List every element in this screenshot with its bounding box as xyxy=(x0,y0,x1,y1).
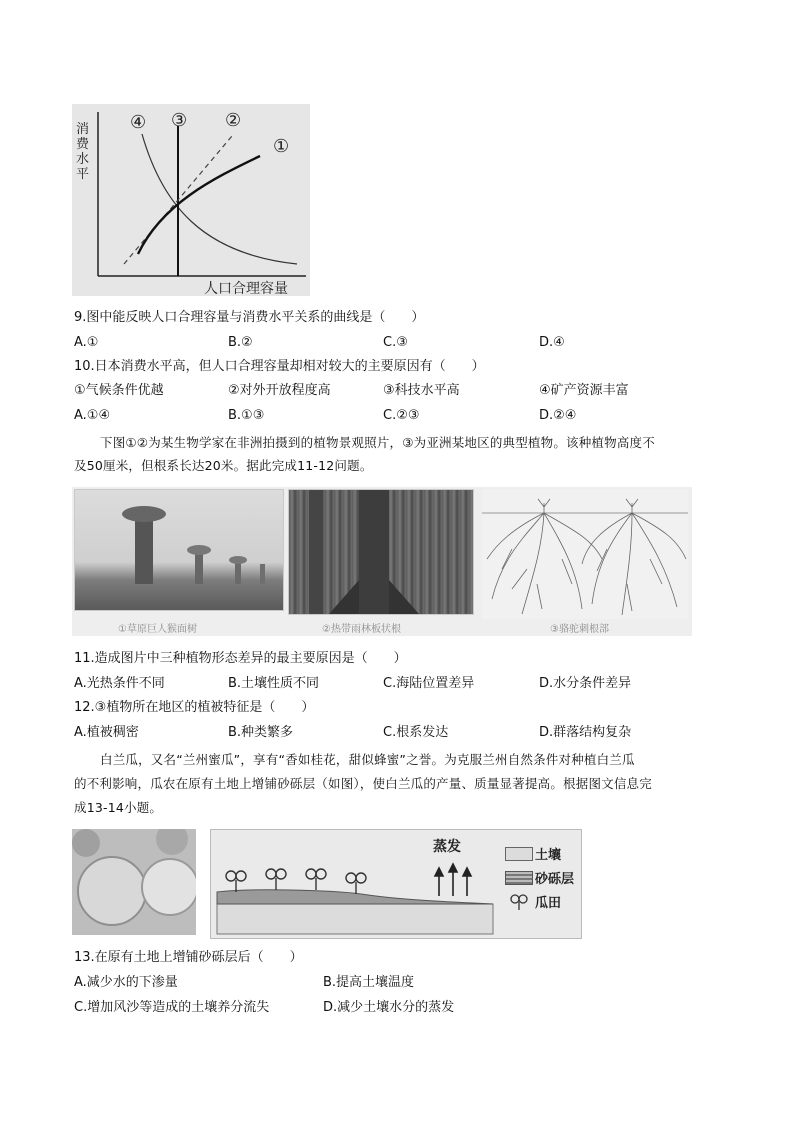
q12-option-c[interactable]: C.根系发达 xyxy=(383,725,449,740)
q11-option-d[interactable]: D.水分条件差异 xyxy=(539,676,632,691)
legend-field-label: 瓜田 xyxy=(535,896,562,911)
q10-option-d[interactable]: D.②④ xyxy=(539,408,577,423)
q10-option-b[interactable]: B.①③ xyxy=(228,408,265,423)
q11-option-c[interactable]: C.海陆位置差异 xyxy=(383,676,475,691)
q10-stem: 10.日本消费水平高，但人口合理容量却相对较大的主要原因有（ ） xyxy=(74,359,485,374)
photo-rainforest xyxy=(288,489,474,615)
q10-factor-1: ①气候条件优越 xyxy=(74,383,164,398)
camelthorn-drawing xyxy=(482,489,688,619)
caption-photo-3: ③骆驼刺根部 xyxy=(550,624,609,635)
q9-stem: 9.图中能反映人口合理容量与消费水平关系的曲线是（ ） xyxy=(74,310,425,325)
legend xyxy=(505,844,581,916)
evaporation-arrows xyxy=(435,864,471,896)
q12-option-b[interactable]: B.种类繁多 xyxy=(228,725,294,740)
q12-option-a[interactable]: A.植被稠密 xyxy=(74,725,139,740)
melon-drawing xyxy=(72,829,196,935)
q9-option-c[interactable]: C.③ xyxy=(383,335,408,350)
label-curve-4: ④ xyxy=(130,112,147,133)
passage1-line1: 下图①②为某生物学家在非洲拍摄到的植物景观照片，③为亚洲某地区的典型植物。该种植物高度不 xyxy=(100,435,655,450)
curve-figure-svg xyxy=(72,104,310,296)
legend-field-icon xyxy=(507,893,533,911)
photo-baobab xyxy=(74,489,284,611)
q13-option-b[interactable]: B.提高土壤温度 xyxy=(323,975,415,990)
q12-stem: 12.③植物所在地区的植被特征是（ ） xyxy=(74,700,315,715)
passage2-line3: 成13-14小题。 xyxy=(74,800,163,815)
gravel-layer xyxy=(217,890,493,904)
legend-gravel-swatch xyxy=(505,871,533,885)
q10-option-a[interactable]: A.①④ xyxy=(74,408,111,423)
rainforest-drawing xyxy=(289,490,473,614)
q13-option-c[interactable]: C.增加风沙等造成的土壤养分流失 xyxy=(74,1000,270,1015)
label-curve-1: ① xyxy=(273,136,290,157)
q10-factor-4: ④矿产资源丰富 xyxy=(539,383,629,398)
label-curve-3: ③ xyxy=(171,110,188,131)
x-axis-label: 人口合理容量 xyxy=(204,281,288,297)
caption-photo-2: ②热带雨林板状根 xyxy=(322,624,401,635)
legend-soil xyxy=(505,844,581,868)
passage1-line2: 及50厘米，但根系长达20米。据此完成11-12问题。 xyxy=(74,458,373,473)
y-axis-label: 消费水平 xyxy=(76,122,90,182)
q9-option-b[interactable]: B.② xyxy=(228,335,253,350)
curve-1 xyxy=(138,156,260,254)
q11-option-a[interactable]: A.光热条件不同 xyxy=(74,676,165,691)
legend-field xyxy=(505,892,581,916)
q11-stem: 11.造成图片中三种植物形态差异的最主要原因是（ ） xyxy=(74,651,407,666)
q10-factor-2: ②对外开放程度高 xyxy=(228,383,331,398)
q10-option-c[interactable]: C.②③ xyxy=(383,408,420,423)
passage2-line1: 白兰瓜，又名“兰州蜜瓜”，享有“香如桂花，甜似蜂蜜”之誉。为克服兰州自然条件对种植白兰瓜 xyxy=(100,752,635,767)
q10-factor-3: ③科技水平高 xyxy=(383,383,460,398)
legend-gravel xyxy=(505,868,581,892)
q13-option-d[interactable]: D.减少土壤水分的蒸发 xyxy=(323,1000,455,1015)
evaporation-label: 蒸发 xyxy=(433,839,461,855)
curve-figure xyxy=(72,104,310,296)
caption-photo-1: ①草原巨人猴面树 xyxy=(118,624,197,635)
legend-soil-swatch xyxy=(505,847,533,861)
q12-option-d[interactable]: D.群落结构复杂 xyxy=(539,725,632,740)
q13-stem: 13.在原有土地上增铺砂砾层后（ ） xyxy=(74,950,303,965)
photo-strip xyxy=(72,487,692,636)
photo-camelthorn xyxy=(482,489,688,619)
q9-option-d[interactable]: D.④ xyxy=(539,335,565,350)
field-diagram xyxy=(210,829,582,939)
label-curve-2: ② xyxy=(225,110,242,131)
legend-gravel-label: 砂砾层 xyxy=(535,872,575,887)
q13-option-a[interactable]: A.减少水的下渗量 xyxy=(74,975,178,990)
soil-layer xyxy=(217,904,493,934)
q11-option-b[interactable]: B.土壤性质不同 xyxy=(228,676,320,691)
photo-melon xyxy=(72,829,196,935)
legend-soil-label: 土壤 xyxy=(535,848,562,863)
passage2-line2: 的不利影响，瓜农在原有土地上增铺砂砾层（如图），使白兰瓜的产量、质量显著提高。根据图文信息完 xyxy=(74,776,652,791)
baobab-drawing xyxy=(75,490,283,610)
q9-option-a[interactable]: A.① xyxy=(74,335,99,350)
